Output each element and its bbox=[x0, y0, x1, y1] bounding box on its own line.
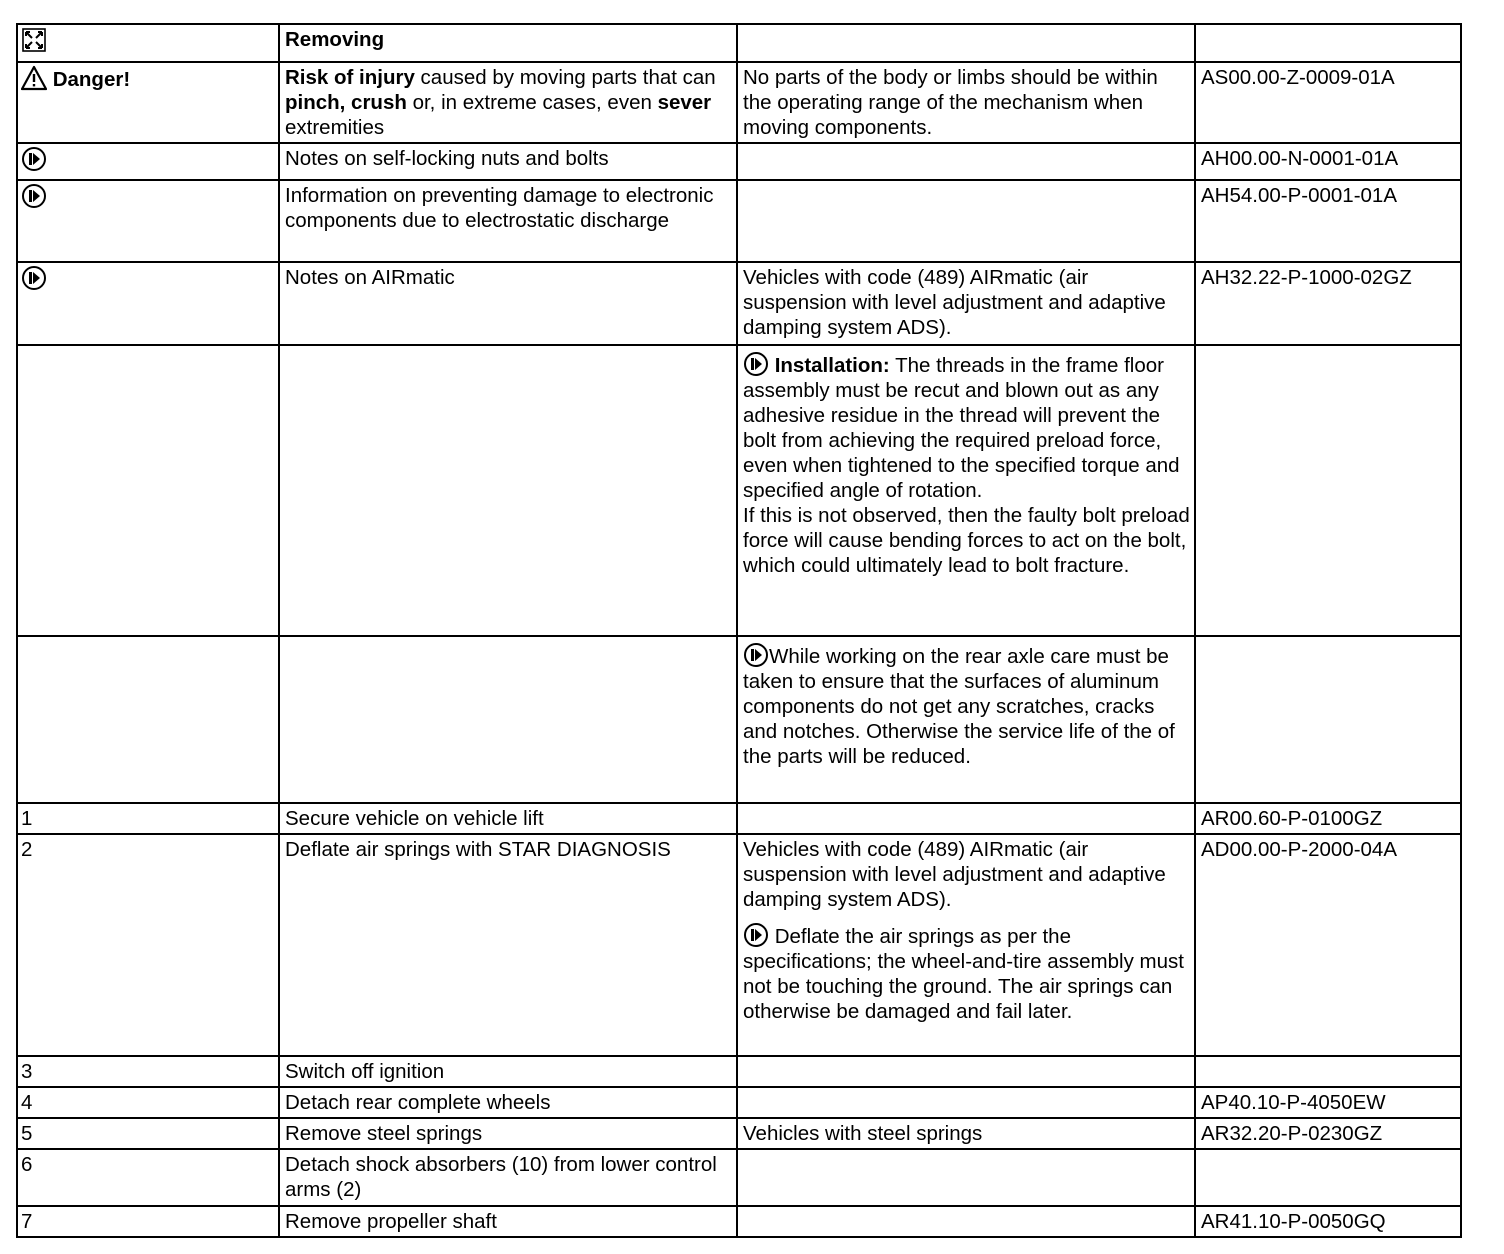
note-text: Notes on self-locking nuts and bolts bbox=[279, 143, 737, 180]
installation-note bbox=[737, 345, 1195, 636]
step-ref-link bbox=[1195, 1056, 1461, 1087]
note-pointer-icon bbox=[743, 351, 769, 377]
step-text: Secure vehicle on vehicle lift bbox=[279, 803, 737, 834]
header-row bbox=[17, 24, 1461, 62]
step-number: 4 bbox=[17, 1087, 279, 1118]
step-condition bbox=[737, 1149, 1195, 1206]
note-pointer-icon bbox=[743, 922, 769, 948]
step-ref-link[interactable]: AR00.60-P-0100GZ bbox=[1195, 803, 1461, 834]
step-number: 6 bbox=[17, 1149, 279, 1206]
note-row bbox=[17, 180, 1461, 262]
note-pointer-icon bbox=[743, 642, 769, 668]
installation-note-row bbox=[17, 345, 1461, 636]
step-condition: Vehicles with steel springs bbox=[737, 1118, 1195, 1149]
note-ref-link[interactable]: AH54.00-P-0001-01A bbox=[1195, 180, 1461, 262]
note-pointer-icon bbox=[21, 265, 47, 291]
step-row bbox=[17, 1149, 1461, 1206]
step-row bbox=[17, 1087, 1461, 1118]
step-note: Deflate the air springs as per the specifications; the wheel-and-tire assembly must not be touching the ground. The air springs can otherwise be damaged and fail later. bbox=[743, 925, 1184, 1023]
step-number: 7 bbox=[17, 1206, 279, 1237]
step-row bbox=[17, 803, 1461, 834]
installation-warning: If this is not observed, then the faulty bolt preload force will cause bending forces to act on the bolt, which could ultimately lead to bolt fracture. bbox=[743, 504, 1190, 577]
note-text: Information on preventing damage to electronic components due to electrostatic discharge bbox=[279, 180, 737, 262]
step-condition bbox=[737, 1056, 1195, 1087]
step-number: 1 bbox=[17, 803, 279, 834]
note-row bbox=[17, 262, 1461, 345]
step-row bbox=[17, 1056, 1461, 1087]
step-row bbox=[17, 1206, 1461, 1237]
step-number: 5 bbox=[17, 1118, 279, 1149]
step-condition bbox=[737, 803, 1195, 834]
danger-ref-link[interactable]: AS00.00-Z-0009-01A bbox=[1195, 62, 1461, 143]
step-text: Deflate air springs with STAR DIAGNOSIS bbox=[279, 834, 737, 1056]
note-condition bbox=[737, 143, 1195, 180]
step-condition: Vehicles with code (489) AIRmatic (air suspension with level adjustment and adaptive damping system ADS). bbox=[743, 838, 1166, 911]
danger-measure: No parts of the body or limbs should be within the operating range of the mechanism when moving components. bbox=[737, 62, 1195, 143]
step-ref-link[interactable]: AR41.10-P-0050GQ bbox=[1195, 1206, 1461, 1237]
step-number: 3 bbox=[17, 1056, 279, 1087]
step-ref-link bbox=[1195, 1149, 1461, 1206]
warning-triangle-icon bbox=[21, 65, 47, 91]
rear-axle-note-row bbox=[17, 636, 1461, 803]
step-text: Remove propeller shaft bbox=[279, 1206, 737, 1237]
note-condition: Vehicles with code (489) AIRmatic (air suspension with level adjustment and adaptive damping system ADS). bbox=[737, 262, 1195, 345]
step-row bbox=[17, 834, 1461, 1056]
danger-description: Risk of injury caused by moving parts that can pinch, crush or, in extreme cases, even sever extremities bbox=[279, 62, 737, 143]
section-title: Removing bbox=[279, 24, 737, 62]
step-ref-link[interactable]: AD00.00-P-2000-04A bbox=[1195, 834, 1461, 1056]
note-text: Notes on AIRmatic bbox=[279, 262, 737, 345]
note-row bbox=[17, 143, 1461, 180]
step-condition bbox=[737, 1206, 1195, 1237]
note-pointer-icon bbox=[21, 146, 47, 172]
step-row bbox=[17, 1118, 1461, 1149]
danger-row bbox=[17, 62, 1461, 143]
note-pointer-icon bbox=[21, 183, 47, 209]
procedure-table bbox=[16, 23, 1462, 1238]
installation-label: Installation: bbox=[774, 354, 890, 377]
installation-text: The threads in the frame floor assembly must be recut and blown out as any adhesive residue in the thread will prevent the bolt from achieving the required preload force, even when tightened to the specified torque and specified angle of rotation. bbox=[743, 354, 1180, 502]
expand-arrows-icon[interactable] bbox=[21, 27, 47, 53]
step-condition bbox=[737, 1087, 1195, 1118]
note-condition bbox=[737, 180, 1195, 262]
note-ref-link[interactable]: AH00.00-N-0001-01A bbox=[1195, 143, 1461, 180]
rear-axle-note bbox=[737, 636, 1195, 803]
danger-label: Danger! bbox=[52, 68, 131, 91]
step-text: Detach rear complete wheels bbox=[279, 1087, 737, 1118]
step-text: Detach shock absorbers (10) from lower control arms (2) bbox=[279, 1149, 737, 1206]
note-ref-link[interactable]: AH32.22-P-1000-02GZ bbox=[1195, 262, 1461, 345]
step-text: Remove steel springs bbox=[279, 1118, 737, 1149]
step-ref-link[interactable]: AP40.10-P-4050EW bbox=[1195, 1087, 1461, 1118]
step-ref-link[interactable]: AR32.20-P-0230GZ bbox=[1195, 1118, 1461, 1149]
step-text: Switch off ignition bbox=[279, 1056, 737, 1087]
step-number: 2 bbox=[17, 834, 279, 1056]
rear-axle-text: While working on the rear axle care must be taken to ensure that the surfaces of aluminum components do not get any scratches, cracks and notches. Otherwise the service life of the of the parts will be reduced. bbox=[743, 645, 1175, 768]
